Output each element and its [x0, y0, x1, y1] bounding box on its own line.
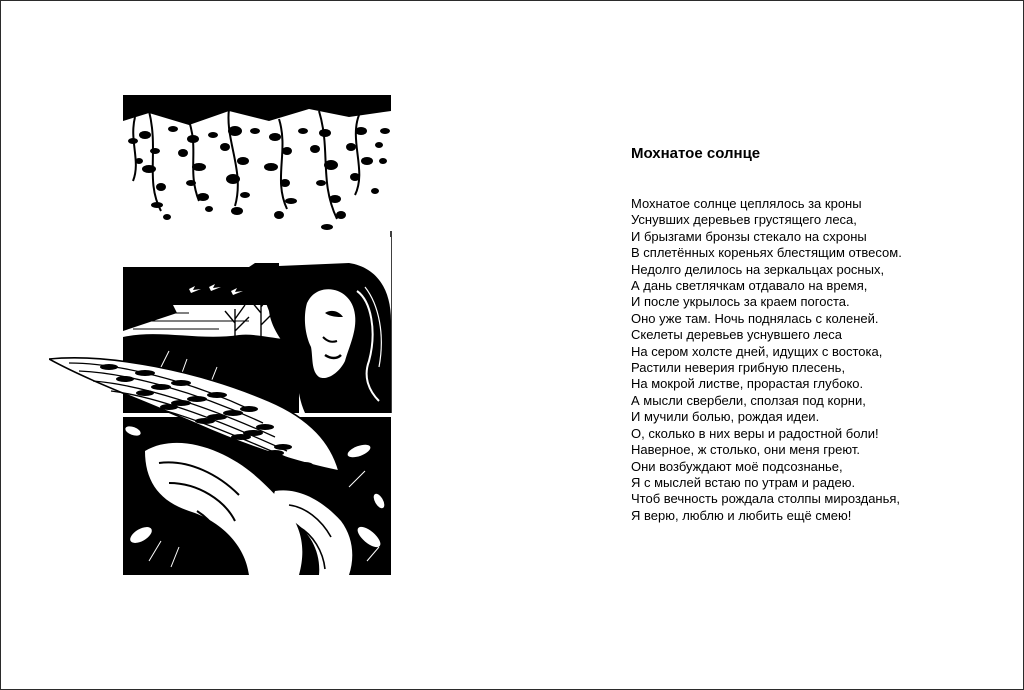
poem-block	[631, 144, 1011, 524]
poem-line: И после укрылось за краем погоста.	[631, 294, 850, 310]
poem-line: И брызгами бронзы стекало на схроны	[631, 228, 867, 244]
poem-line: Я с мыслей встаю по утрам и радею.	[631, 474, 856, 490]
poem-line: Наверное, ж столько, они меня греют.	[631, 442, 860, 458]
poem-lines	[631, 196, 1011, 524]
poem-line: Уснувших деревьев грустящего леса,	[631, 212, 857, 228]
poem-line: Чтоб вечность рождала столпы мирозданья,	[631, 491, 901, 507]
poem-title: Мохнатое солнце	[631, 145, 761, 162]
poem-line: А мысли свербели, сползая под корни,	[631, 392, 866, 408]
poem-line: На сером холсте дней, идущих с востока,	[631, 343, 883, 359]
poem-line: Растили неверия грибную плесень,	[631, 360, 846, 376]
poem-line: Они возбуждают моё подсознанье,	[631, 458, 843, 474]
poem-line: О, сколько в них веры и радостной боли!	[631, 425, 879, 441]
leaves-panel	[123, 95, 391, 235]
poem-line: Скелеты деревьев уснувшего леса	[631, 327, 842, 343]
poem-line: Я верю, люблю и любить ещё смею!	[631, 507, 852, 523]
black-and-white-illustration	[49, 91, 394, 579]
poem-line: Оно уже там. Ночь поднялась с коленей.	[631, 310, 879, 326]
illustration-graphic	[49, 91, 394, 579]
poem-line: На мокрой листве, прорастая глубоко.	[631, 376, 864, 392]
poem-line: В сплетённых кореньях блестящим отвесом.	[631, 245, 902, 261]
poem-line: Мохнатое солнце цеплялось за кроны	[631, 196, 862, 211]
poem-line: И мучили болью, рождая идеи.	[631, 409, 820, 425]
poem-line: Недолго делилось на зеркальцах росных,	[631, 261, 885, 277]
poem-line: А дань светлячкам отдавало на время,	[631, 278, 868, 294]
